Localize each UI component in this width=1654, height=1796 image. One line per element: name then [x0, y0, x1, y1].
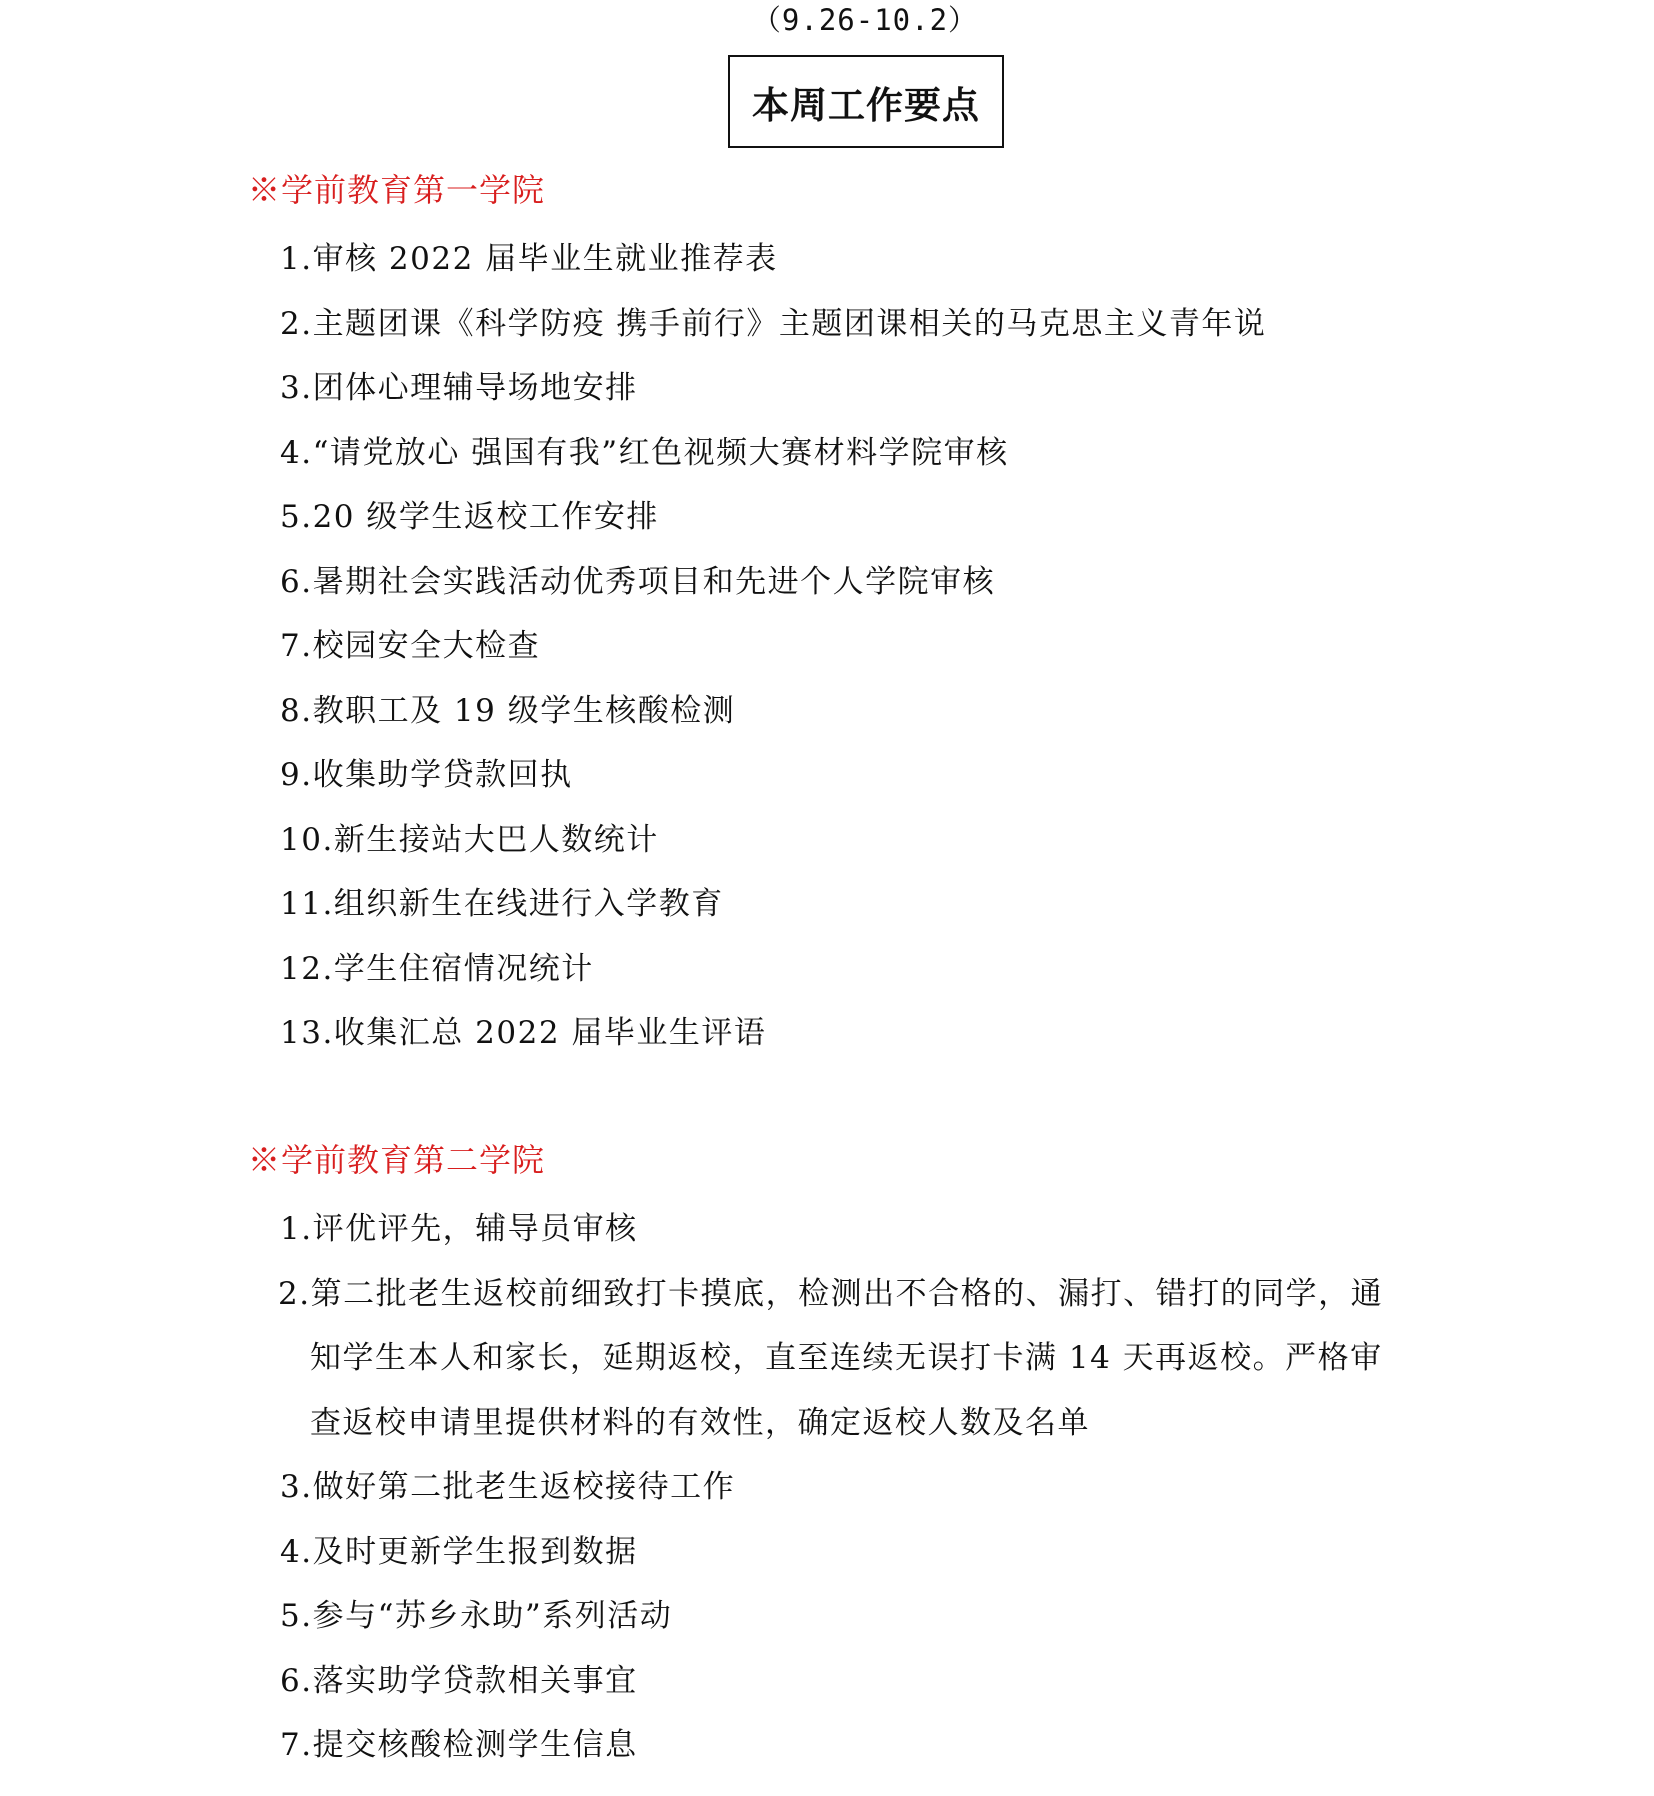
list-item: 6.落实助学贷款相关事宜 — [280, 1662, 638, 1699]
list-item: 2.第二批老生返校前细致打卡摸底，检测出不合格的、漏打、错打的同学，通知学生本人和家长，延期返校，直至连续无误打卡满 14 天再返校。严格审查返校申请里提供材料的有效性，确定返校人数及名单 — [278, 1275, 1384, 1441]
list-item: 4.“请党放心 强国有我”红色视频大赛材料学院审核 — [280, 434, 1009, 471]
title-box — [728, 55, 1004, 148]
list-item: 6.暑期社会实践活动优秀项目和先进个人学院审核 — [280, 563, 996, 600]
list-item: 9.收集助学贷款回执 — [280, 757, 573, 793]
list-item: 3.团体心理辅导场地安排 — [280, 370, 638, 406]
list-item: 4.及时更新学生报到数据 — [280, 1533, 638, 1570]
page-title: 本周工作要点 — [752, 83, 980, 127]
list-item: 13.收集汇总 2022 届毕业生评语 — [280, 1015, 767, 1051]
date-range: （9.26-10.2） — [751, 3, 979, 37]
list-item: 11.组织新生在线进行入学教育 — [280, 886, 724, 922]
section-heading: ※学前教育第二学院 — [248, 1141, 546, 1179]
list-item: 1.评优评先，辅导员审核 — [280, 1211, 638, 1247]
list-item: 5.20 级学生返校工作安排 — [280, 499, 659, 535]
section-heading: ※学前教育第一学院 — [248, 171, 546, 209]
list-item: 7.校园安全大检查 — [280, 628, 541, 664]
section-college-1 — [0, 163, 1654, 1066]
task-list — [0, 1197, 1654, 1778]
list-item: 12.学生住宿情况统计 — [280, 950, 594, 987]
list-item: 5.参与“苏乡永助”系列活动 — [280, 1598, 673, 1634]
list-item: 1.审核 2022 届毕业生就业推荐表 — [280, 241, 778, 277]
list-item: 8.教职工及 19 级学生核酸检测 — [280, 692, 736, 729]
list-item: 10.新生接站大巴人数统计 — [280, 821, 659, 858]
list-item: 7.提交核酸检测学生信息 — [280, 1727, 638, 1763]
list-item: 3.做好第二批老生返校接待工作 — [280, 1469, 736, 1505]
section-college-2 — [0, 1133, 1654, 1778]
list-item: 2.主题团课《科学防疫 携手前行》主题团课相关的马克思主义青年说 — [280, 305, 1267, 342]
task-list — [0, 227, 1654, 1066]
